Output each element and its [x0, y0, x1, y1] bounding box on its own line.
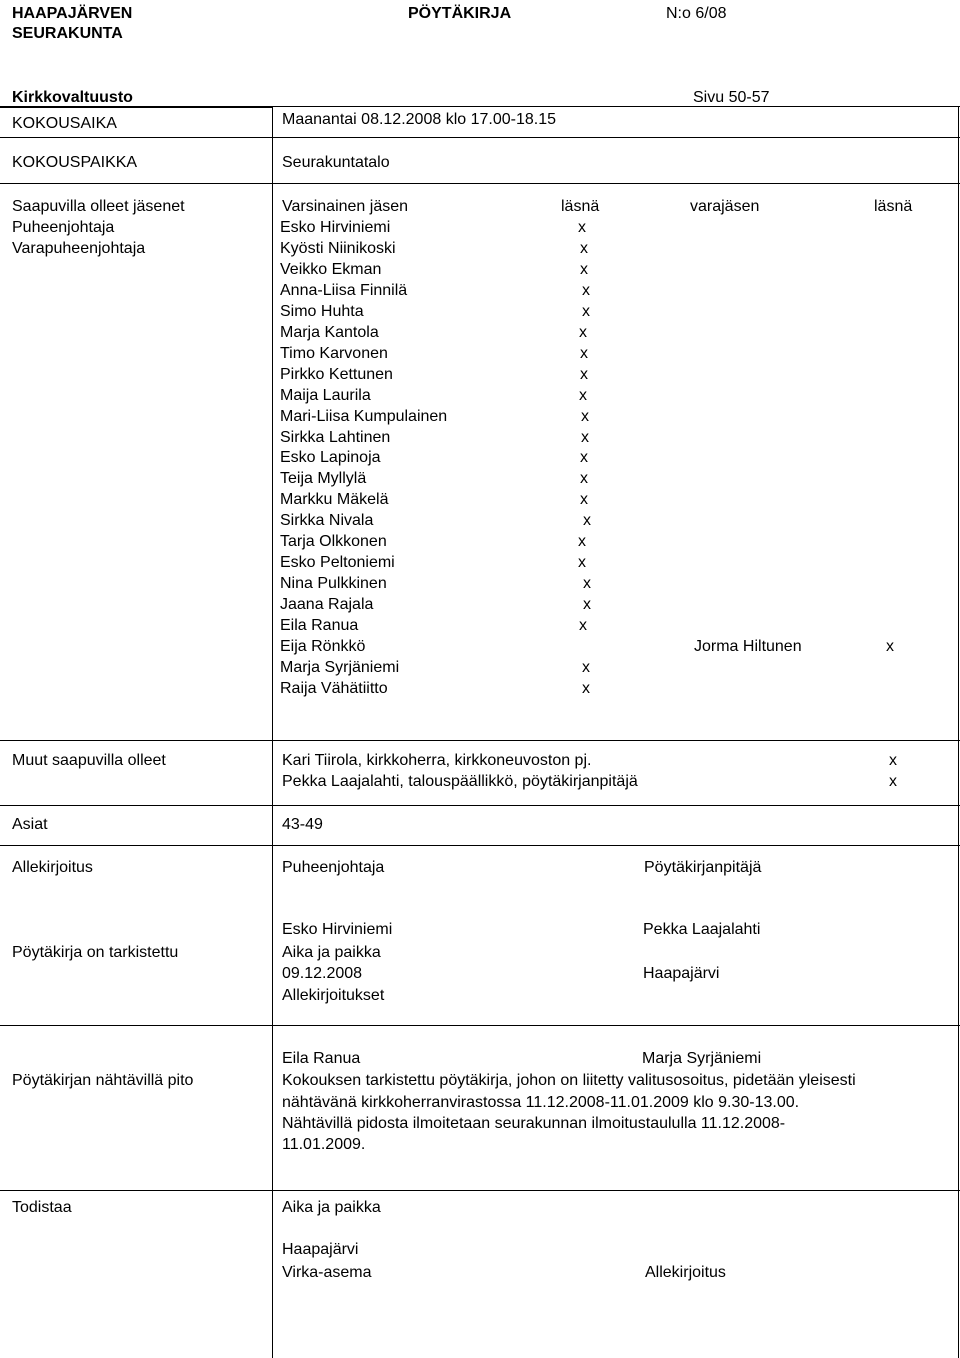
- present-mark: x: [580, 449, 588, 467]
- vice-chair-label: Varapuheenjohtaja: [12, 240, 146, 257]
- row-divider: [0, 1025, 960, 1026]
- secretary-name: Pekka Laajalahti: [643, 921, 761, 938]
- member-name: Sirkka Nivala: [280, 512, 374, 530]
- member-name: Marja Kantola: [280, 323, 379, 341]
- other-attendee-mark: x: [889, 773, 897, 790]
- row-divider: [0, 845, 960, 846]
- row-divider: [0, 183, 960, 184]
- member-name: Pirkko Kettunen: [280, 365, 393, 383]
- member-name: Sirkka Lahtinen: [280, 428, 391, 446]
- member-name: Marja Syrjäniemi: [280, 658, 400, 676]
- checker-name: Eila Ranua: [282, 1050, 361, 1067]
- member-name: Esko Hirviniemi: [280, 219, 391, 236]
- member-name: Simo Huhta: [280, 302, 364, 320]
- present-mark: x: [580, 365, 588, 383]
- checked-date: 09.12.2008: [282, 965, 363, 982]
- meeting-time-value: Maanantai 08.12.2008 klo 17.00-18.15: [282, 111, 556, 128]
- display-text-line: 11.01.2009.: [282, 1136, 366, 1153]
- member-name: Anna-Liisa Finnilä: [280, 281, 408, 299]
- certify-place: Haapajärvi: [282, 1241, 359, 1258]
- document-number: N:o 6/08: [666, 5, 727, 22]
- present-mark: x: [580, 470, 588, 488]
- org-name-line2: SEURAKUNTA: [12, 25, 123, 42]
- display-text-line: nähtävänä kirkkoherranvirastossa 11.12.2008-11.01.2009 klo 9.30-13.00.: [282, 1094, 800, 1111]
- present-mark: x: [583, 512, 591, 530]
- present-mark: x: [583, 575, 591, 593]
- chair-label: Puheenjohtaja: [12, 219, 115, 236]
- column-divider: [272, 106, 273, 1358]
- meeting-time-label: KOKOUSAIKA: [12, 115, 117, 132]
- present-mark: x: [582, 658, 590, 676]
- member-name: Veikko Ekman: [280, 260, 382, 278]
- meeting-place-value: Seurakuntatalo: [282, 154, 390, 171]
- page-range: Sivu 50-57: [693, 89, 770, 106]
- member-name: Jaana Rajala: [280, 596, 374, 614]
- member-name: Kyösti Niinikoski: [280, 239, 396, 257]
- present-mark: x: [580, 260, 588, 278]
- member-name: Eila Ranua: [280, 617, 359, 635]
- checked-signatures-label: Allekirjoitukset: [282, 987, 385, 1004]
- body-name: Kirkkovaltuusto: [12, 89, 133, 106]
- certify-label: Todistaa: [12, 1199, 72, 1216]
- present-mark: x: [578, 533, 586, 551]
- column-header-deputy: varajäsen: [690, 198, 760, 215]
- others-label: Muut saapuvilla olleet: [12, 752, 166, 769]
- member-name: Timo Karvonen: [280, 344, 388, 362]
- checker-name: Marja Syrjäniemi: [642, 1050, 762, 1067]
- other-attendee: Pekka Laajalahti, talouspäällikkö, pöytäkirjanpitäjä: [282, 773, 638, 790]
- member-name: Tarja Olkkonen: [280, 533, 387, 551]
- matters-label: Asiat: [12, 816, 48, 833]
- member-name: Maija Laurila: [280, 386, 371, 404]
- member-name: Eija Rönkkö: [280, 638, 366, 655]
- column-header-member: Varsinainen jäsen: [282, 198, 409, 215]
- org-name-line1: HAAPAJÄRVEN: [12, 5, 133, 22]
- present-mark: x: [579, 386, 587, 404]
- document-type: PÖYTÄKIRJA: [408, 5, 512, 22]
- chair-role: Puheenjohtaja: [282, 859, 385, 876]
- secretary-role: Pöytäkirjanpitäjä: [644, 859, 762, 876]
- present-mark: x: [580, 344, 588, 362]
- checked-label: Pöytäkirja on tarkistettu: [12, 944, 179, 961]
- matters-value: 43-49: [282, 816, 323, 833]
- signature-label: Allekirjoitus: [12, 859, 93, 876]
- present-mark: x: [580, 239, 588, 257]
- present-mark: x: [579, 323, 587, 341]
- present-mark: x: [582, 679, 590, 697]
- header-rule-right: [272, 106, 960, 107]
- column-header-present: läsnä: [561, 198, 600, 215]
- present-mark: x: [582, 302, 590, 320]
- row-divider: [0, 805, 960, 806]
- member-name: Esko Lapinoja: [280, 449, 381, 467]
- member-name: Markku Mäkelä: [280, 491, 389, 509]
- checked-place: Haapajärvi: [643, 965, 720, 982]
- display-text-line: Kokouksen tarkistettu pöytäkirja, johon on liitetty valitusosoitus, pidetään yleisesti: [282, 1072, 856, 1089]
- present-mark: x: [578, 554, 586, 572]
- present-mark: x: [580, 491, 588, 509]
- row-divider: [0, 1190, 960, 1191]
- meeting-place-label: KOKOUSPAIKKA: [12, 154, 138, 171]
- member-name: Mari-Liisa Kumpulainen: [280, 407, 448, 425]
- checked-time-place-label: Aika ja paikka: [282, 944, 381, 961]
- present-mark: x: [581, 407, 589, 425]
- certify-signature-label: Allekirjoitus: [645, 1264, 726, 1281]
- present-mark: x: [581, 428, 589, 446]
- member-name: Teija Myllylä: [280, 470, 367, 488]
- column-header-deputy-present: läsnä: [874, 198, 913, 215]
- row-divider: [0, 740, 960, 741]
- row-divider: [0, 137, 960, 138]
- other-attendee: Kari Tiirola, kirkkoherra, kirkkoneuvoston pj.: [282, 752, 592, 769]
- present-mark: x: [579, 617, 587, 635]
- present-mark: x: [578, 219, 586, 236]
- chair-name: Esko Hirviniemi: [282, 921, 393, 938]
- member-name: Esko Peltoniemi: [280, 554, 395, 572]
- other-attendee-mark: x: [889, 752, 897, 769]
- deputy-name: Jorma Hiltunen: [694, 638, 802, 655]
- present-mark: x: [583, 596, 591, 614]
- present-mark: x: [582, 281, 590, 299]
- display-text-line: Nähtävillä pidosta ilmoitetaan seurakunnan ilmoitustaululla 11.12.2008-: [282, 1115, 786, 1132]
- certify-time-place-label: Aika ja paikka: [282, 1199, 381, 1216]
- certify-office-label: Virka-asema: [282, 1264, 372, 1281]
- header-rule: [0, 106, 272, 108]
- display-label: Pöytäkirjan nähtävillä pito: [12, 1072, 194, 1089]
- attendance-label: Saapuvilla olleet jäsenet: [12, 198, 185, 215]
- deputy-present-mark: x: [886, 638, 894, 655]
- right-border: [958, 106, 959, 1358]
- member-name: Raija Vähätiitto: [280, 679, 388, 697]
- member-name: Nina Pulkkinen: [280, 575, 387, 593]
